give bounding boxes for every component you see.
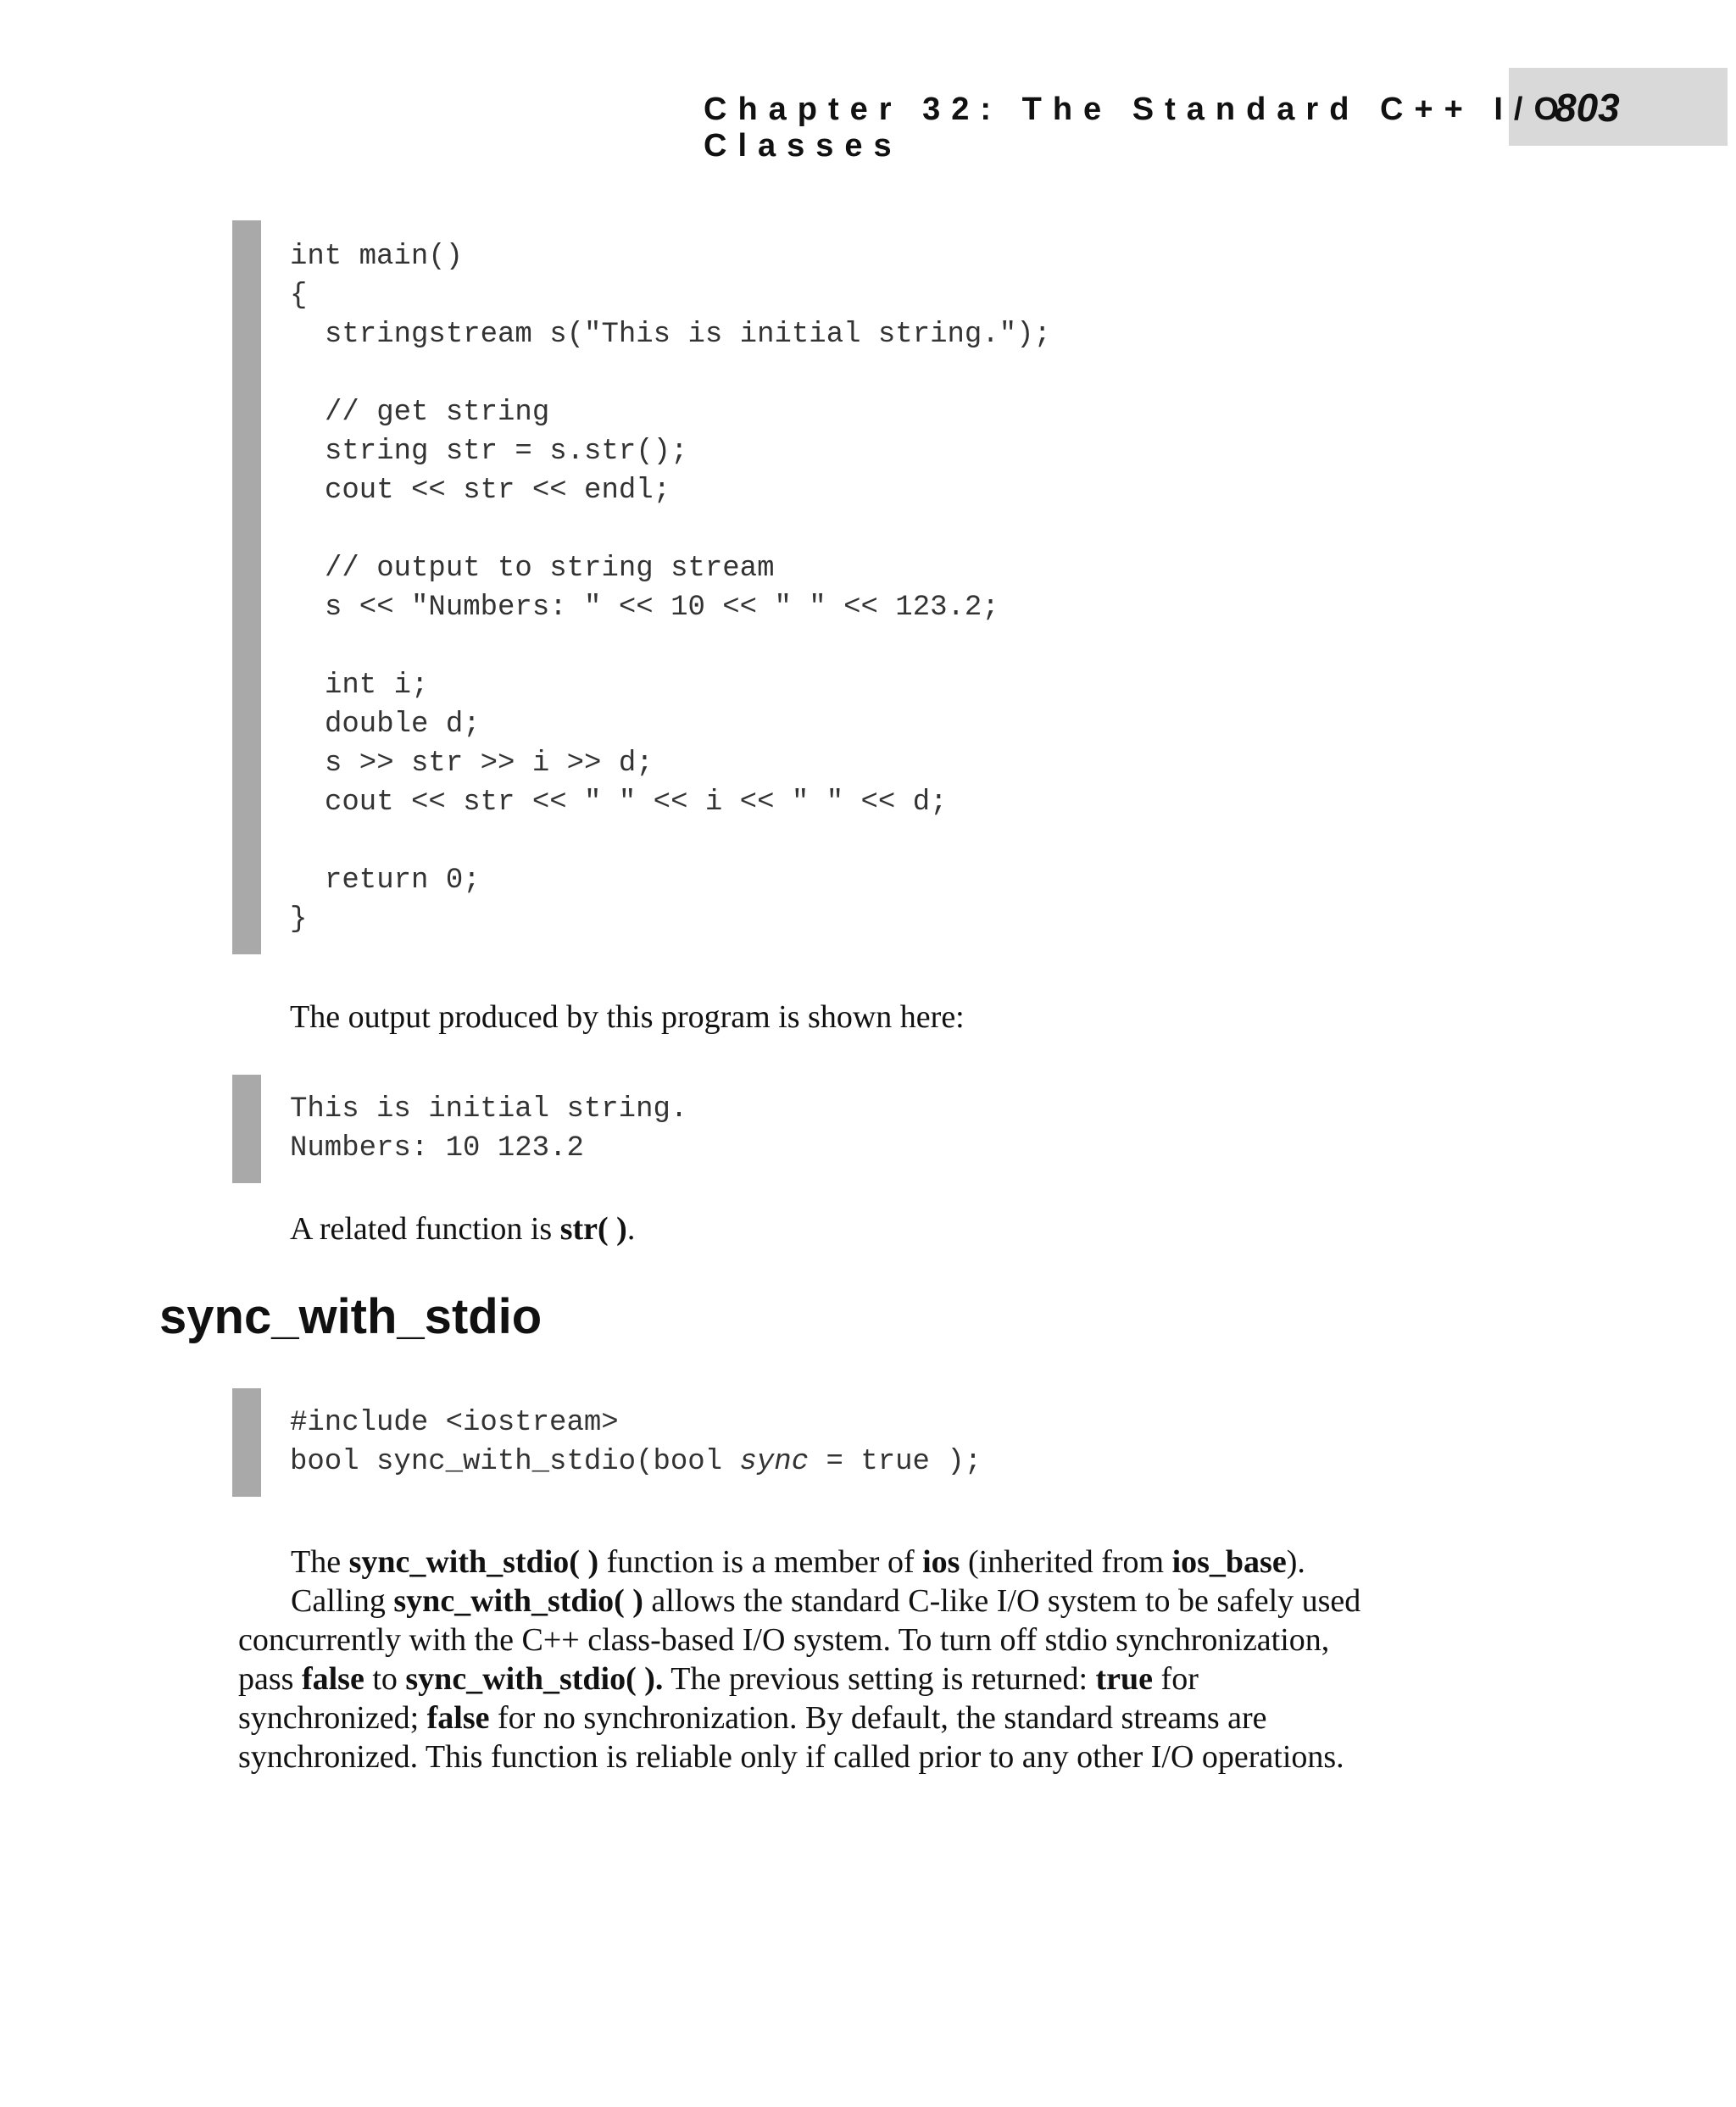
text-run: to <box>364 1661 406 1697</box>
para2-line <box>238 1582 1510 1621</box>
code-line: } <box>290 903 308 936</box>
bold-run: ios <box>922 1544 960 1580</box>
bold-run: true <box>1095 1661 1154 1697</box>
code-line: cout << str << " " << i << " " << d; <box>325 787 948 819</box>
text-run: The <box>291 1544 349 1580</box>
output-line: This is initial string. <box>290 1093 688 1126</box>
text-run: ). <box>1286 1544 1305 1580</box>
code-line: cout << str << endl; <box>325 475 671 507</box>
code-bar <box>232 1075 261 1183</box>
section-heading: sync_with_stdio <box>159 1289 542 1344</box>
bold-run: ios_base <box>1171 1544 1287 1580</box>
para2-line <box>238 1698 1510 1737</box>
text-run: Calling <box>291 1583 394 1619</box>
running-header: Chapter 32: The Standard C++ I/O Classes <box>704 92 1571 164</box>
bold-run: sync_with_stdio( ). <box>405 1661 664 1697</box>
para1-line <box>238 1543 1510 1582</box>
output-intro-text: The output produced by this program is shown here: <box>290 999 965 1035</box>
code-line: { <box>290 280 308 312</box>
para2-line <box>238 1659 1510 1698</box>
prototype-param: sync <box>739 1446 810 1478</box>
para2-line: concurrently with the C++ class-based I/O system. To turn off stdio synchronization, <box>238 1622 1330 1658</box>
code-line: stringstream s("This is initial string."); <box>325 319 1051 351</box>
prototype-signature-start: bool sync_with_stdio(bool <box>290 1446 740 1478</box>
text-run: The previous setting is returned: <box>663 1661 1096 1697</box>
text-run: function is a member of <box>598 1544 923 1580</box>
code-line: double d; <box>325 709 481 741</box>
prototype-include: #include <iostream> <box>290 1407 619 1439</box>
text-run: pass <box>238 1661 302 1697</box>
related-function-text <box>290 1210 635 1248</box>
code-line: return 0; <box>325 864 481 897</box>
code-line: s << "Numbers: " << 10 << " " << 123.2; <box>325 592 999 624</box>
code-bar <box>232 220 261 954</box>
text-run: allows the standard C-like I/O system to be safely used <box>643 1583 1361 1619</box>
bold-run: false <box>426 1700 490 1736</box>
code-line: string str = s.str(); <box>325 436 688 468</box>
code-line-blank <box>290 354 1051 393</box>
code-line-blank <box>290 627 1051 666</box>
code-line: int i; <box>325 670 429 702</box>
code-line: // get string <box>325 397 550 429</box>
prototype-signature <box>290 1443 982 1482</box>
code-line-blank <box>290 510 1051 549</box>
output-line: Numbers: 10 123.2 <box>290 1132 584 1165</box>
page-number: 803 <box>1555 86 1620 130</box>
text-run: for <box>1153 1661 1199 1697</box>
bold-run: false <box>301 1661 364 1697</box>
text-run: (inherited from <box>960 1544 1172 1580</box>
code-bar <box>232 1388 261 1497</box>
code-line: // output to string stream <box>325 553 775 585</box>
bold-run: sync_with_stdio( ) <box>348 1544 599 1580</box>
related-end: . <box>626 1211 636 1247</box>
related-function-name: str( ) <box>559 1211 627 1247</box>
para2-line: synchronized. This function is reliable only if called prior to any other I/O operations. <box>238 1739 1344 1775</box>
related-text: A related function is <box>290 1211 560 1247</box>
code-line: s >> str >> i >> d; <box>325 748 654 780</box>
text-run: synchronized; <box>238 1700 427 1736</box>
description-paragraphs <box>238 1543 1510 1776</box>
bold-run: sync_with_stdio( ) <box>393 1583 643 1619</box>
prototype-signature-end: = true ); <box>809 1446 982 1478</box>
code-line-blank <box>290 822 1051 861</box>
code-line: int main() <box>290 241 464 273</box>
text-run: for no synchronization. By default, the standard streams are <box>489 1700 1267 1736</box>
